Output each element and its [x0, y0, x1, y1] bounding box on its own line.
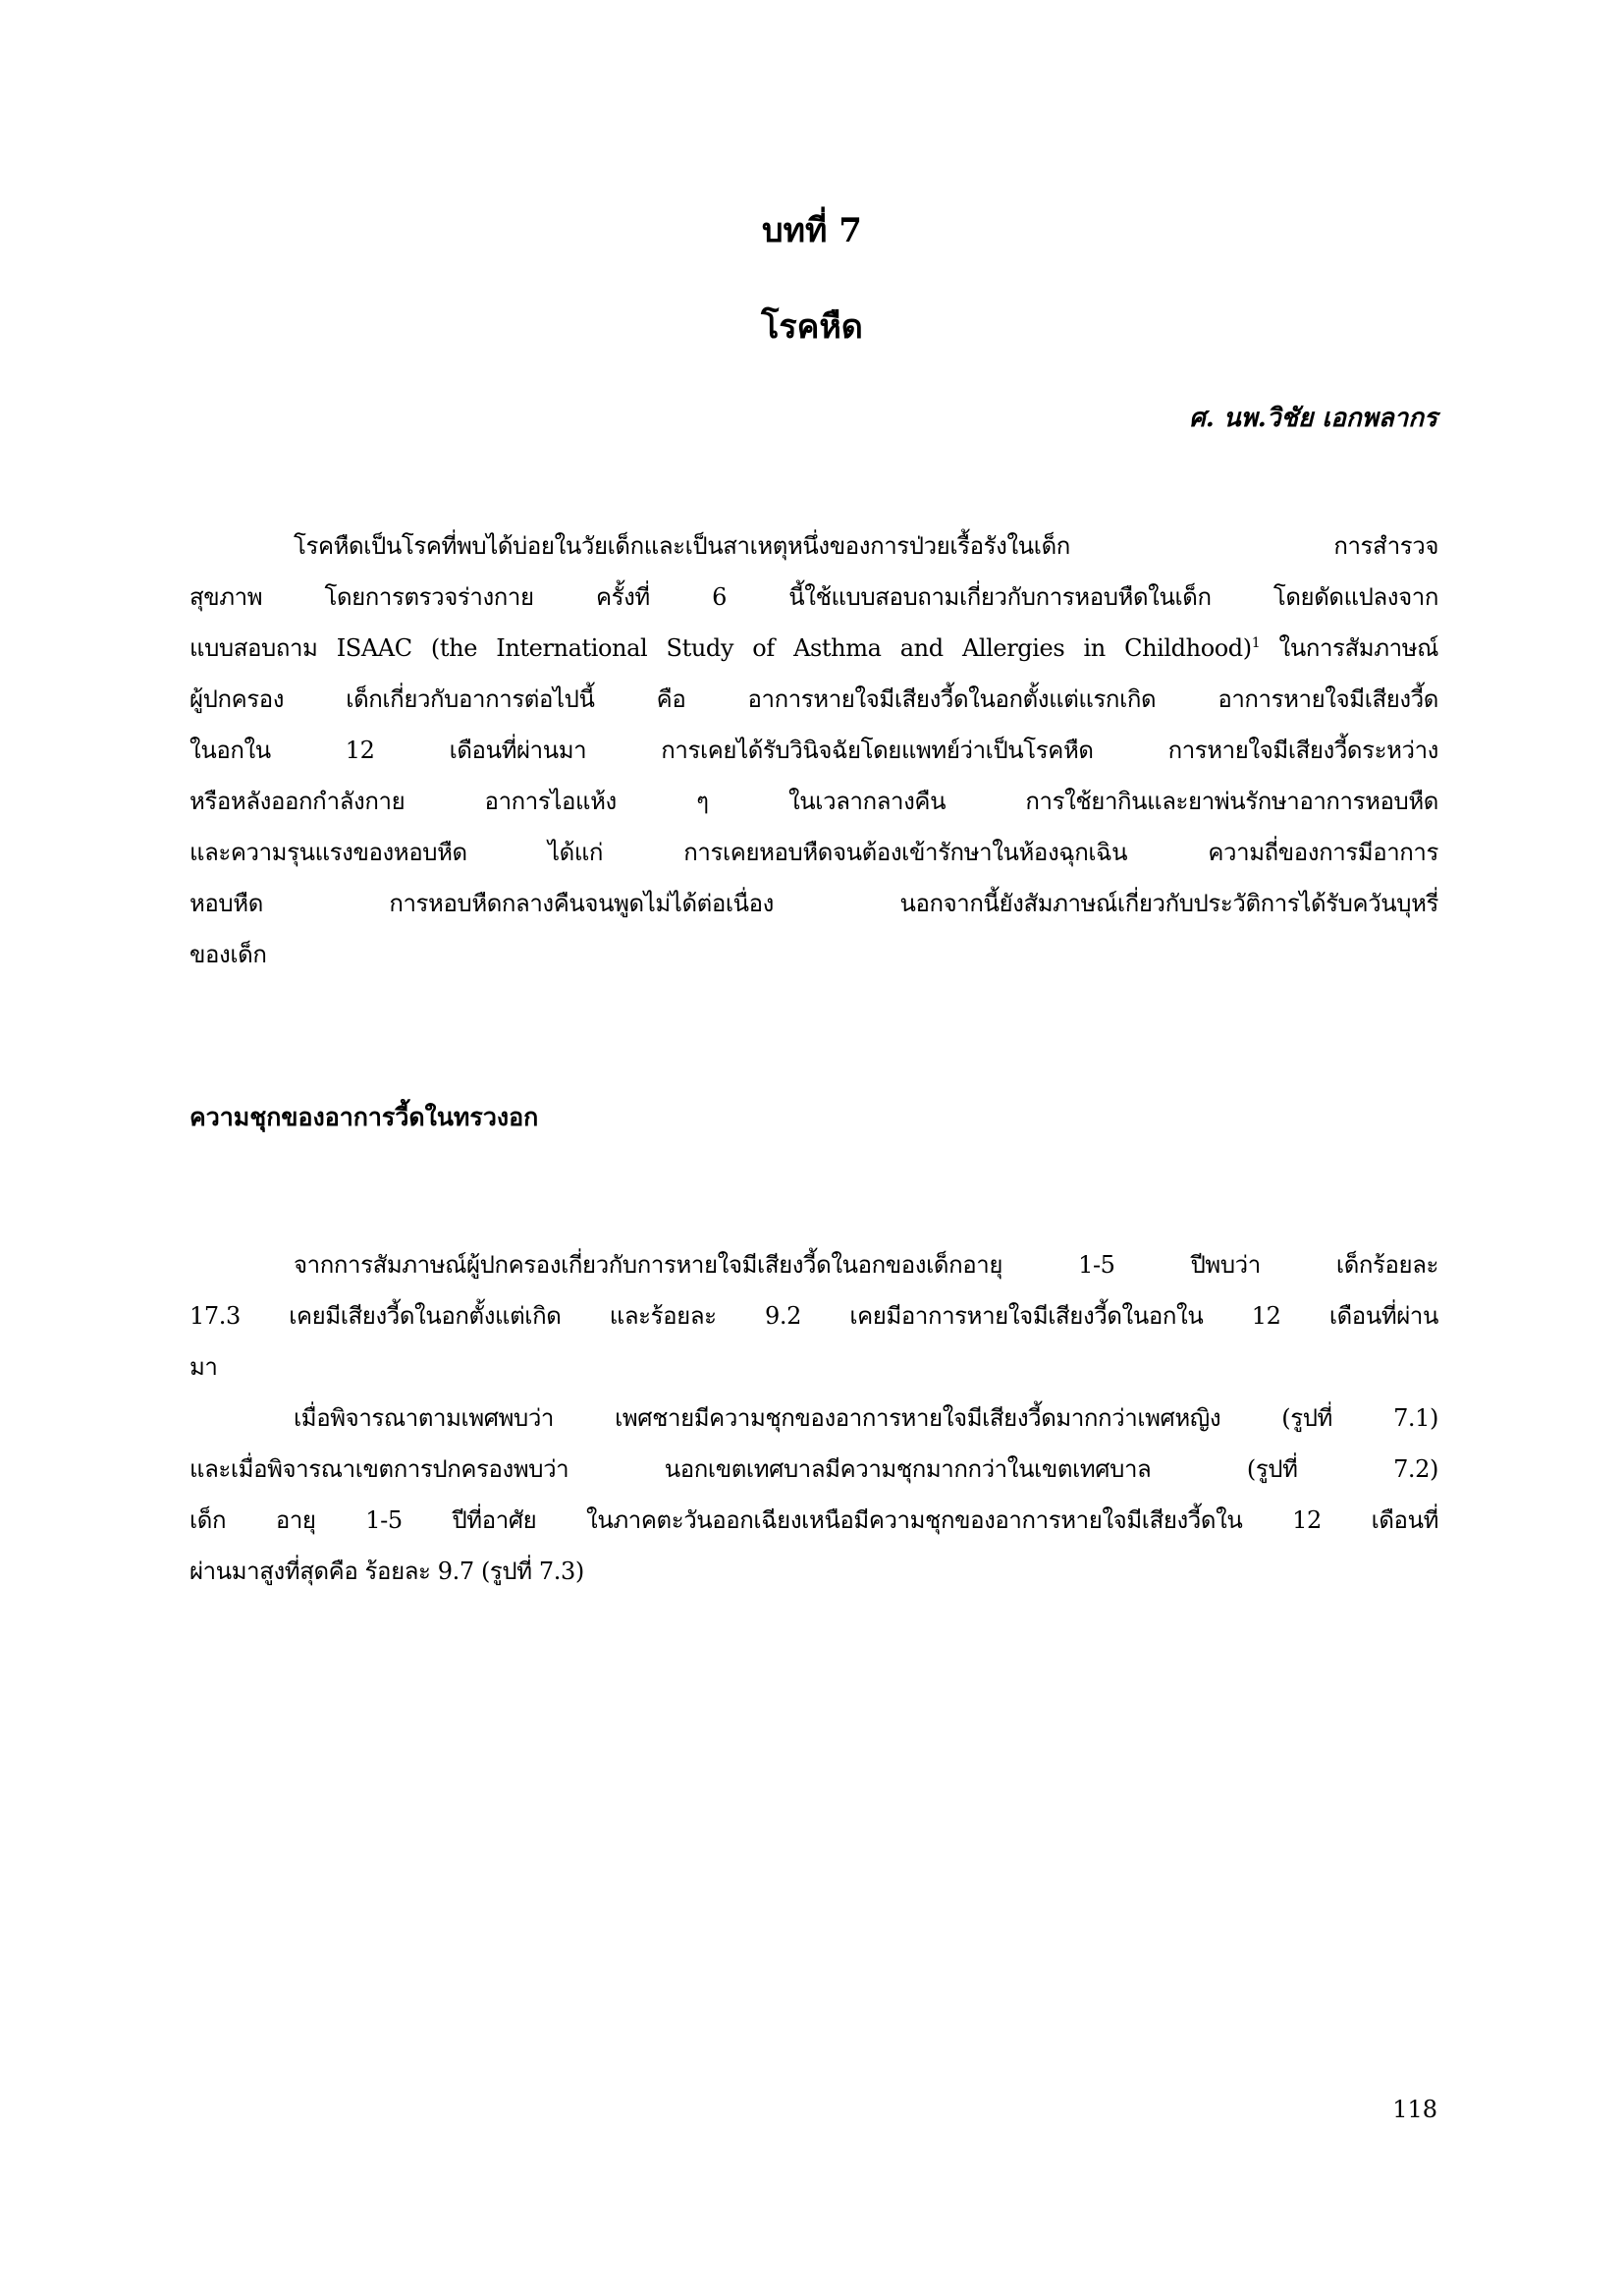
paragraph-line: ของเด็ก: [189, 941, 267, 968]
section-heading: ความชุกของอาการวี้ดในทรวงอก: [189, 1103, 539, 1131]
line-text: แบบสอบถาม ISAAC (the International Study of Asthma and Allergies in Childhood): [189, 634, 1252, 662]
paragraph-line: ผู้ปกครอง เด็กเกี่ยวกับอาการต่อไปนี้ คือ อาการหายใจมีเสียงวี้ดในอกตั้งแต่แรกเกิด อาการหายใจมีเสียงวี้ด: [189, 685, 1438, 713]
paragraph-line: โรคหืดเป็นโรคที่พบได้บ่อยในวัยเด็กและเป็นสาเหตุหนึ่งของการป่วยเรื้อรังในเด็ก การสำรวจ: [294, 532, 1438, 560]
paragraph-line-with-footnote: [189, 623, 1438, 674]
paragraph-line: เมื่อพิจารณาตามเพศพบว่า เพศชายมีความชุกของอาการหายใจมีเสียงวี้ดมากกว่าเพศหญิง (รูปที่ 7.1): [294, 1404, 1438, 1432]
line-text: ในการสัมภาษณ์: [1260, 634, 1438, 662]
footnote-reference: 1: [1251, 635, 1261, 651]
paragraph-line: สุขภาพ โดยการตรวจร่างกาย ครั้งที่ 6 นี้ใช้แบบสอบถามเกี่ยวกับการหอบหืดในเด็ก โดยดัดแปลงจาก: [189, 583, 1438, 611]
paragraph-line: เด็ก อายุ 1-5 ปีที่อาศัย ในภาคตะวันออกเฉียงเหนือมีความชุกของอาการหายใจมีเสียงวี้ดใน 12 เดือนที่: [189, 1506, 1438, 1534]
comparison-paragraph: [189, 1393, 1438, 1597]
paragraph-line: หรือหลังออกกำลังกาย อาการไอแห้ง ๆ ในเวลากลางคืน การใช้ยากินและยาพ่นรักษาอาการหอบหืด: [189, 788, 1438, 815]
paragraph-line: ในอกใน 12 เดือนที่ผ่านมา การเคยได้รับวินิจฉัยโดยแพทย์ว่าเป็นโรคหืด การหายใจมีเสียงวี้ดระหว่าง: [189, 737, 1438, 764]
author-byline: ศ. นพ.วิชัย เอกพลากร: [1189, 404, 1437, 433]
paragraph-line: ผ่านมาสูงที่สุดคือ ร้อยละ 9.7 (รูปที่ 7.3): [189, 1558, 584, 1585]
paragraph-line: หอบหืด การหอบหืดกลางคืนจนพูดไม่ได้ต่อเนื่อง นอกจากนี้ยังสัมภาษณ์เกี่ยวกับประวัติการได้รับควันบุหรี่: [189, 890, 1438, 917]
paragraph-line: และความรุนแรงของหอบหืด ได้แก่ การเคยหอบหืดจนต้องเข้ารักษาในห้องฉุกเฉิน ความถี่ของการมีอาการ: [189, 839, 1438, 866]
chapter-title: โรคหืด: [761, 307, 863, 347]
chapter-number: บทที่ 7: [762, 211, 862, 250]
intro-paragraph: [189, 520, 1438, 980]
paragraph-line: และเมื่อพิจารณาเขตการปกครองพบว่า นอกเขตเทศบาลมีความชุกมากกว่าในเขตเทศบาล (รูปที่ 7.2): [189, 1455, 1438, 1483]
paragraph-line: จากการสัมภาษณ์ผู้ปกครองเกี่ยวกับการหายใจมีเสียงวี้ดในอกของเด็กอายุ 1-5 ปีพบว่า เด็กร้อยละ: [294, 1251, 1438, 1279]
page-number: 118: [1392, 2096, 1437, 2123]
prevalence-paragraph: [189, 1239, 1438, 1393]
paragraph-line: 17.3 เคยมีเสียงวี้ดในอกตั้งแต่เกิด และร้อยละ 9.2 เคยมีอาการหายใจมีเสียงวี้ดในอกใน 12 เดือนที่ผ่าน: [189, 1302, 1438, 1330]
paragraph-line: มา: [189, 1353, 218, 1381]
